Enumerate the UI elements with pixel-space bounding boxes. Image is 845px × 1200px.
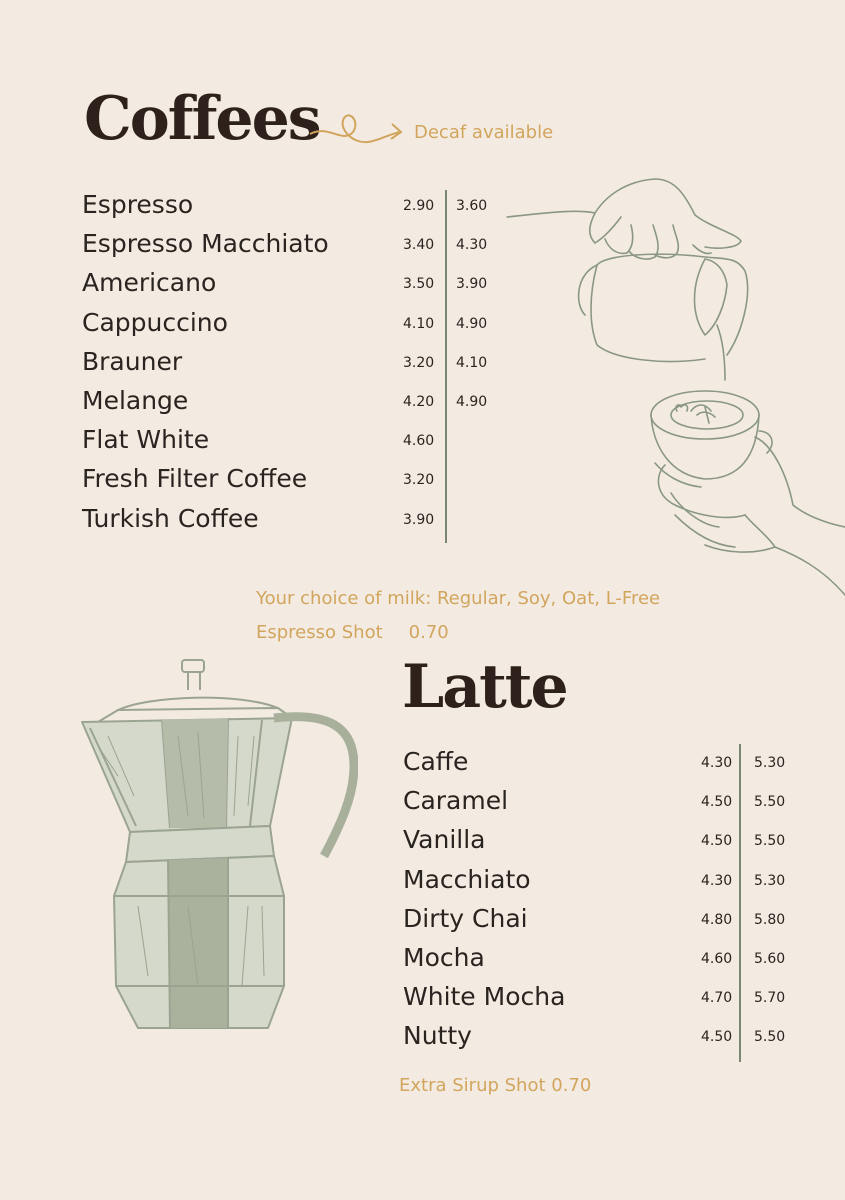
item-price-small: 3.50 [403, 276, 435, 293]
menu-item [403, 864, 786, 894]
item-price-large: 4.10 [456, 354, 488, 371]
item-name: Brauner [82, 346, 183, 376]
item-name: Melange [82, 386, 189, 415]
item-price-small: 3.40 [403, 237, 435, 254]
item-price-small: 4.20 [403, 394, 435, 410]
item-price-small: 4.60 [403, 433, 435, 450]
item-price-small: 4.50 [701, 1029, 733, 1046]
menu-item [403, 747, 786, 776]
espresso-shot-price: 0.70 [408, 622, 449, 643]
item-name: Dirty Chai [403, 903, 528, 933]
menu-item [403, 825, 786, 855]
item-price-small: 3.20 [403, 354, 435, 371]
latte-price-divider [739, 744, 741, 1062]
item-price-large: 5.70 [754, 990, 786, 1007]
item-price-large: 5.30 [754, 755, 786, 771]
item-price-large: 5.60 [754, 951, 786, 967]
item-price-small: 4.50 [701, 833, 733, 850]
item-price-small: 4.30 [701, 872, 733, 889]
item-price-small: 4.60 [701, 951, 733, 967]
item-price-small: 4.80 [701, 911, 733, 928]
item-name: Macchiato [403, 864, 531, 894]
menu-item [82, 503, 435, 533]
item-name: Espresso Macchiato [82, 229, 329, 259]
menu-item [82, 268, 488, 298]
item-price-large: 5.30 [754, 872, 786, 889]
item-price-small: 4.10 [403, 315, 435, 332]
coffees-title: Coffees [84, 84, 320, 154]
item-name: Fresh Filter Coffee [82, 464, 308, 494]
curly-arrow-icon [308, 104, 408, 154]
item-price-large: 4.90 [456, 315, 488, 332]
latte-art-pour-illustration [505, 175, 845, 600]
item-name: White Mocha [403, 982, 566, 1012]
latte-title: Latte [402, 652, 567, 722]
decaf-note: Decaf available [414, 122, 554, 143]
item-name: Cappuccino [82, 307, 228, 337]
item-name: Espresso [82, 190, 194, 219]
item-name: Americano [82, 268, 217, 298]
item-price-large: 3.90 [456, 276, 488, 293]
espresso-shot-label: Espresso Shot [256, 622, 383, 643]
item-name: Mocha [403, 943, 485, 972]
menu-item [82, 190, 488, 219]
coffees-price-divider [445, 190, 447, 543]
item-price-large: 5.50 [754, 1029, 786, 1046]
item-price-small: 4.70 [701, 990, 733, 1007]
extra-sirup-note: Extra Sirup Shot 0.70 [399, 1075, 592, 1096]
item-name: Caramel [403, 786, 509, 816]
menu-item [403, 786, 786, 816]
item-price-large: 5.50 [754, 794, 786, 811]
item-name: Nutty [403, 1021, 472, 1051]
item-price-small: 4.50 [701, 794, 733, 811]
item-name: Turkish Coffee [82, 503, 259, 533]
item-price-large: 3.60 [456, 198, 488, 214]
item-price-large: 5.50 [754, 833, 786, 850]
espresso-shot-note [256, 622, 449, 643]
menu-item [82, 386, 488, 415]
menu-item [82, 425, 435, 455]
item-price-large: 4.90 [456, 394, 488, 410]
menu-item [403, 903, 786, 933]
item-price-small: 3.90 [403, 511, 435, 528]
item-name: Flat White [82, 425, 210, 455]
item-price-large: 4.30 [456, 237, 488, 254]
menu-item [403, 982, 786, 1012]
menu-item [82, 346, 488, 376]
item-price-small: 3.20 [403, 472, 435, 489]
item-price-small: 2.90 [403, 198, 435, 214]
menu-item [82, 464, 435, 494]
item-price-large: 5.80 [754, 911, 786, 928]
item-name: Caffe [403, 747, 469, 776]
moka-pot-illustration [78, 656, 358, 1046]
milk-choice-note: Your choice of milk: Regular, Soy, Oat, L-Free [256, 588, 661, 609]
item-name: Vanilla [403, 825, 486, 855]
menu-item [403, 943, 786, 972]
item-price-small: 4.30 [701, 755, 733, 771]
menu-item [82, 229, 488, 259]
menu-item [403, 1021, 786, 1051]
menu-item [82, 307, 488, 337]
